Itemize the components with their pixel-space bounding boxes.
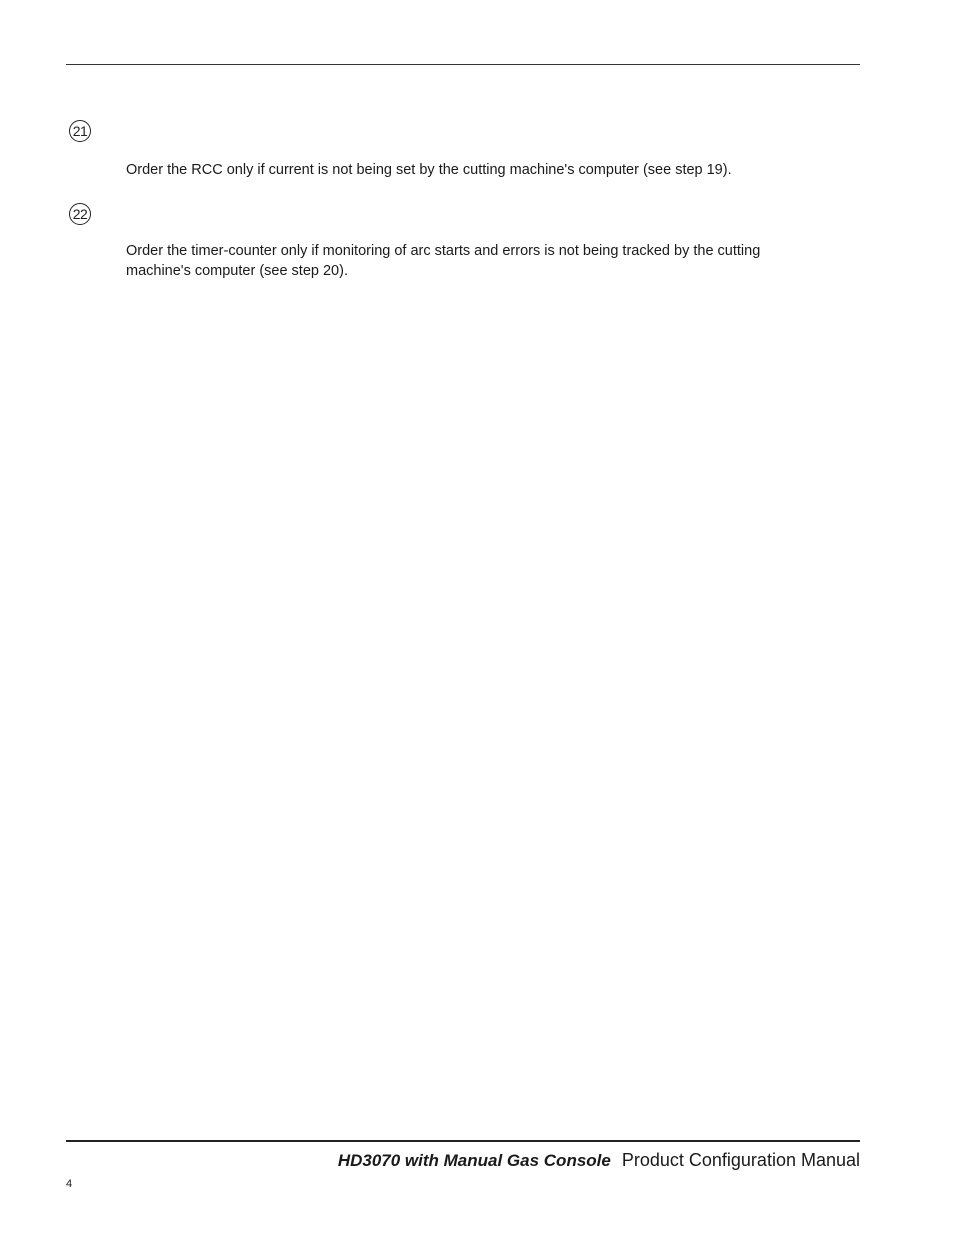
step-number-badge: 22 [69, 203, 91, 225]
footer-product-name: HD3070 with Manual Gas Console [337, 1151, 611, 1170]
header-divider [66, 64, 860, 65]
footer-divider [66, 1140, 860, 1142]
footer-manual-name: Product Configuration Manual [621, 1150, 860, 1170]
page-number: 4 [66, 1178, 73, 1190]
footer-manual-title [338, 1149, 860, 1172]
step-description: Order the timer-counter only if monitoring of arc starts and errors is not being tracked by the cutting machine's computer (see step 20). [126, 243, 761, 279]
step-description: Order the RCC only if current is not being set by the cutting machine's computer (see step 19). [126, 162, 732, 178]
step-number-badge: 21 [69, 120, 91, 142]
